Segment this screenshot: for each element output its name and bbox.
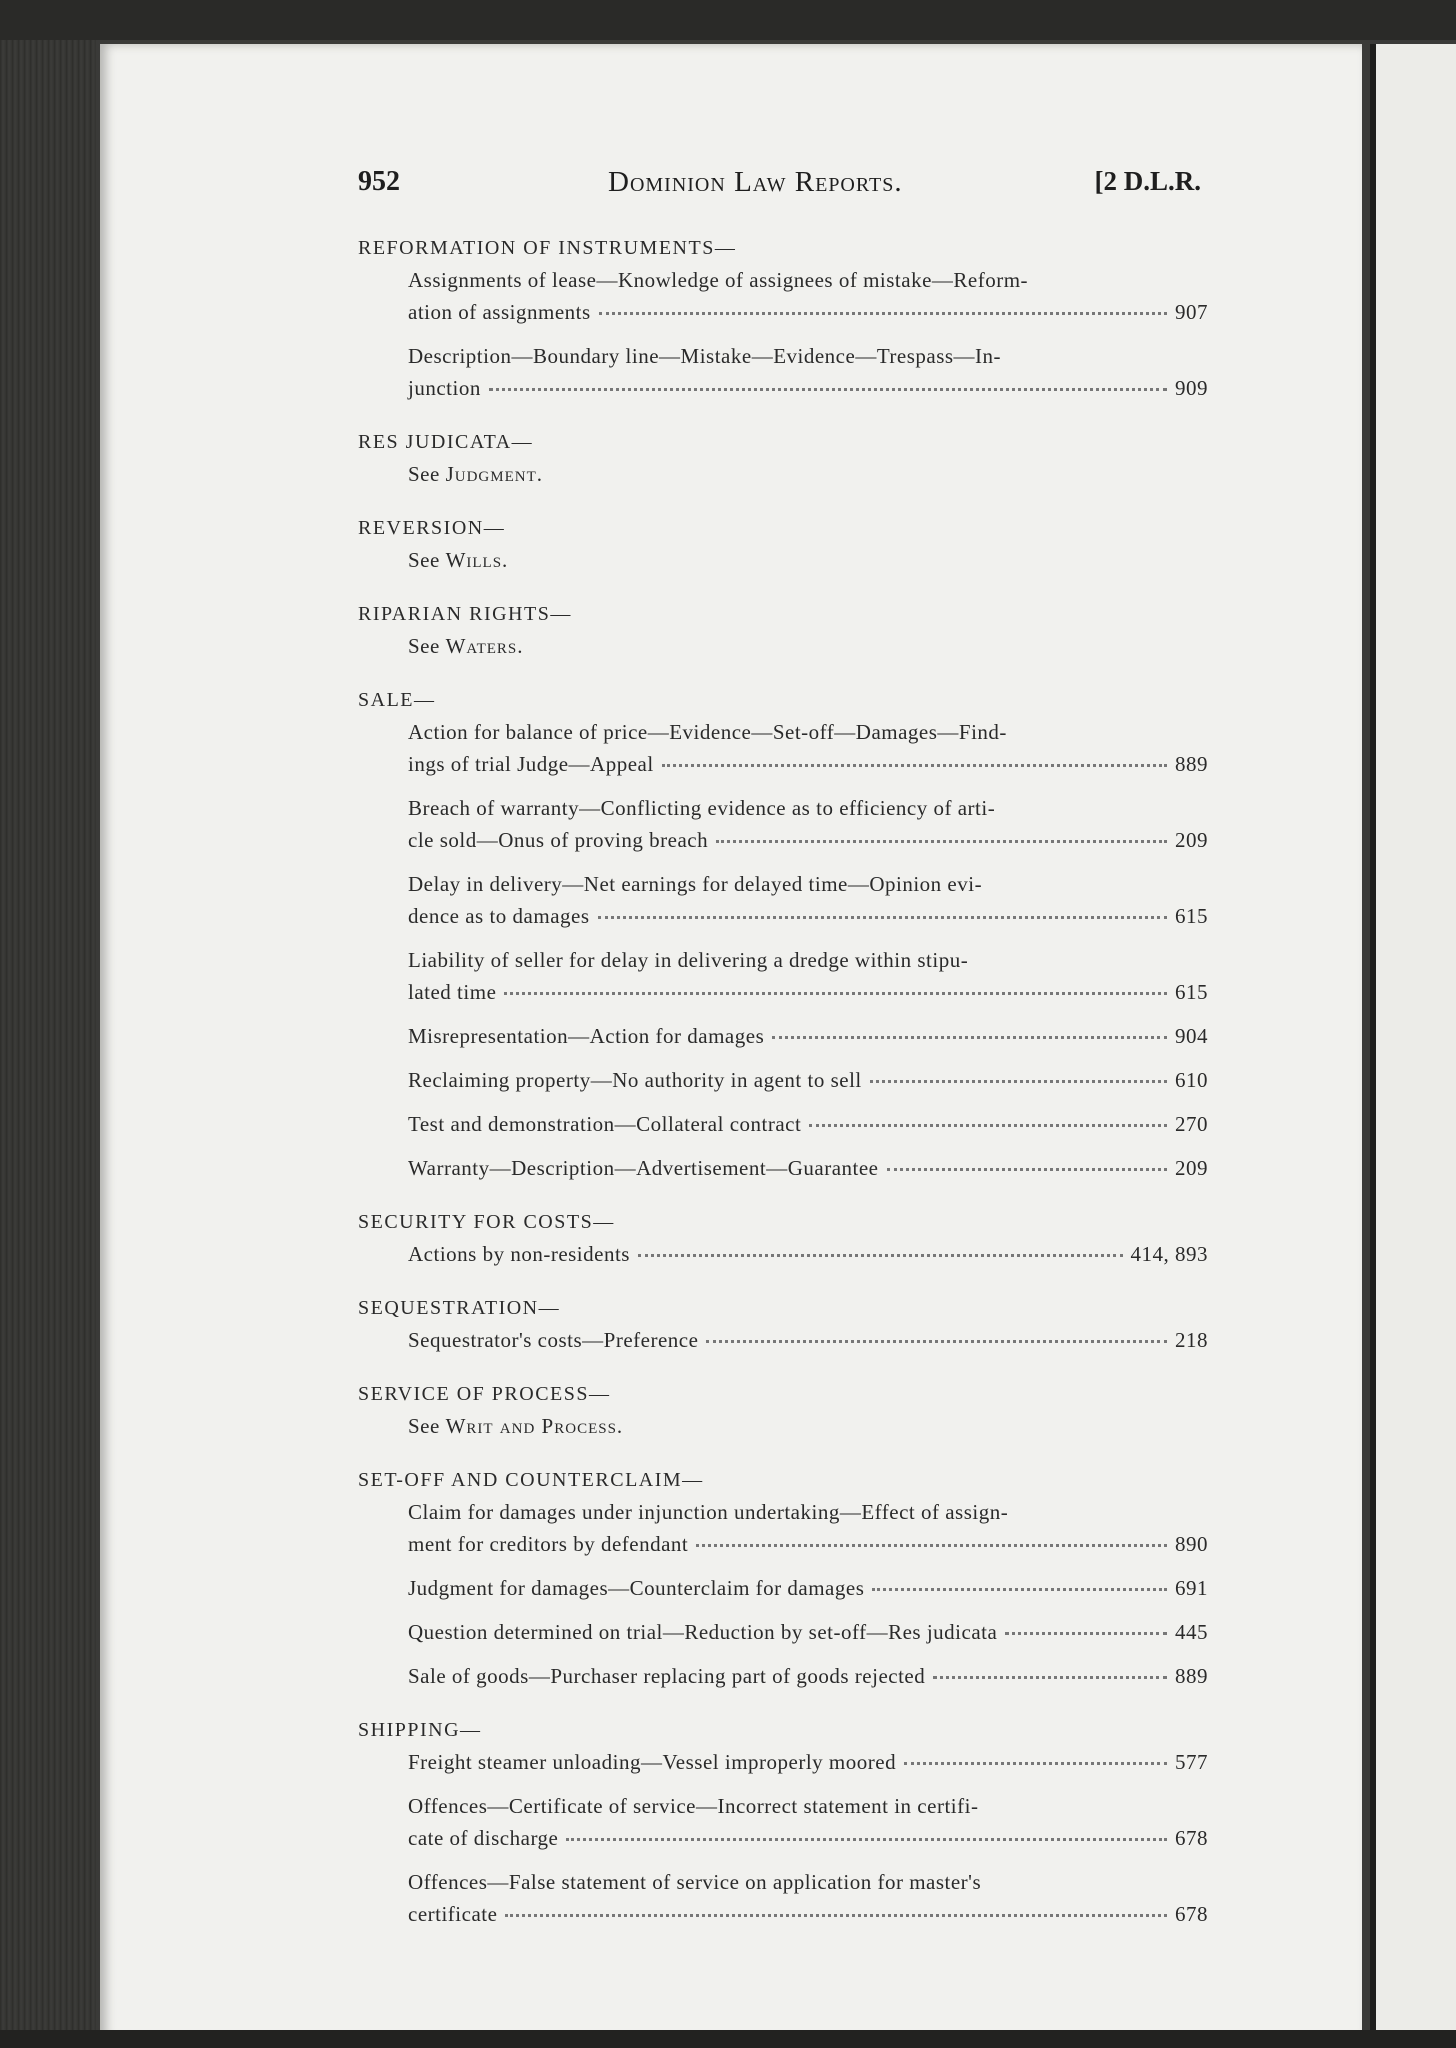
running-title: Dominion Law Reports. [608, 166, 903, 198]
dot-leader [598, 915, 1167, 919]
entry-last-line [408, 1528, 1208, 1560]
entry-text-line: lated time [408, 980, 497, 1004]
entry-last-line [408, 824, 1208, 856]
entry-last-line [408, 1020, 1208, 1052]
page-reference: 209 [1175, 1156, 1208, 1180]
index-content [358, 232, 1208, 1930]
see-prefix: See [408, 1414, 440, 1438]
page-reference: 907 [1175, 300, 1208, 324]
dot-leader [638, 1253, 1123, 1257]
entry-last-line [408, 976, 1208, 1008]
page-reference: 615 [1175, 904, 1208, 928]
see-reference: Waters. [445, 634, 524, 658]
page-number: 952 [358, 166, 400, 197]
entry-text-line: Judgment for damages—Counterclaim for damages [408, 1576, 865, 1600]
book-spine-edge [0, 40, 96, 2048]
entry-text-line: dence as to damages [408, 904, 590, 928]
entry-last-line [408, 1616, 1208, 1648]
index-entry [358, 1572, 1208, 1604]
entry-text-line: Sale of goods—Purchaser replacing part of goods rejected [408, 1664, 926, 1688]
index-heading: REVERSION— [358, 517, 506, 539]
entry-last-line [408, 748, 1208, 780]
dot-leader [870, 1079, 1167, 1083]
entry-text-line: Offences—Certificate of service—Incorrect statement in certifi- [408, 1794, 979, 1818]
entry-text-line: Liability of seller for delay in delivering a dredge within stipu- [408, 948, 969, 972]
dot-leader [489, 387, 1167, 391]
dot-leader [504, 991, 1167, 995]
index-entry [358, 944, 1208, 1008]
index-entry [358, 1152, 1208, 1184]
index-entry [358, 1324, 1208, 1356]
page-reference: 445 [1175, 1620, 1208, 1644]
entry-text-line: Assignments of lease—Knowledge of assignees of mistake—Reform- [408, 268, 1029, 292]
page-reference: 904 [1175, 1024, 1208, 1048]
entry-text-line: cle sold—Onus of proving breach [408, 828, 709, 852]
page-reference: 889 [1175, 752, 1208, 776]
index-heading: RES JUDICATA— [358, 431, 534, 453]
index-entry [358, 1020, 1208, 1052]
index-entry [358, 1746, 1208, 1778]
entry-last-line [408, 1152, 1208, 1184]
index-entry [358, 716, 1208, 780]
cross-reference [358, 630, 1208, 662]
entry-text-line: Question determined on trial—Reduction by set-off—Res judicata [408, 1620, 998, 1644]
entry-text-line: Test and demonstration—Collateral contract [408, 1112, 802, 1136]
index-entry [358, 340, 1208, 404]
index-entry [358, 792, 1208, 856]
entry-last-line [408, 296, 1208, 328]
dot-leader [809, 1123, 1167, 1127]
entry-last-line [408, 372, 1208, 404]
entry-text-line: certificate [408, 1902, 498, 1926]
entry-text-line: junction [408, 376, 481, 400]
entry-text-line: Offences—False statement of service on application for master's [408, 1870, 982, 1894]
entry-text-line: Breach of warranty—Conflicting evidence as to efficiency of arti- [408, 796, 996, 820]
dot-leader [872, 1587, 1167, 1591]
entry-text-line: cate of discharge [408, 1826, 559, 1850]
dot-leader [887, 1167, 1168, 1171]
index-heading: REFORMATION OF INSTRUMENTS— [358, 237, 737, 259]
page-reference: 890 [1175, 1532, 1208, 1556]
entry-text-line: ings of trial Judge—Appeal [408, 752, 654, 776]
index-entry [358, 264, 1208, 328]
index-entry [358, 1616, 1208, 1648]
cross-reference [358, 1410, 1208, 1442]
entry-text-line: Claim for damages under injunction undertaking—Effect of assign- [408, 1500, 1009, 1524]
entry-last-line [408, 1238, 1208, 1270]
entry-text-line: Delay in delivery—Net earnings for delayed time—Opinion evi- [408, 872, 983, 896]
see-prefix: See [408, 634, 440, 658]
facing-page-edge [1370, 44, 1456, 2040]
dot-leader [716, 839, 1167, 843]
dot-leader [772, 1035, 1167, 1039]
page-reference: 615 [1175, 980, 1208, 1004]
index-heading: RIPARIAN RIGHTS— [358, 603, 572, 625]
see-reference: Writ and Process. [445, 1414, 624, 1438]
dot-leader [706, 1339, 1167, 1343]
dot-leader [904, 1761, 1167, 1765]
index-heading: SET-OFF AND COUNTERCLAIM— [358, 1469, 704, 1491]
scan-bottom-border [0, 2030, 1456, 2048]
running-header [358, 166, 1201, 212]
entry-last-line [408, 1822, 1208, 1854]
index-entry [358, 1866, 1208, 1930]
entry-last-line [408, 1064, 1208, 1096]
dot-leader [662, 763, 1167, 767]
entry-text-line: ation of assignments [408, 300, 591, 324]
entry-text-line: Reclaiming property—No authority in agent to sell [408, 1068, 862, 1092]
page-reference: 218 [1175, 1328, 1208, 1352]
entry-last-line [408, 1572, 1208, 1604]
page-reference: 691 [1175, 1576, 1208, 1600]
see-prefix: See [408, 548, 440, 572]
scan-top-border [0, 0, 1456, 40]
index-heading: SECURITY FOR COSTS— [358, 1211, 615, 1233]
cross-reference [358, 458, 1208, 490]
index-heading: SERVICE OF PROCESS— [358, 1383, 611, 1405]
index-entry [358, 1790, 1208, 1854]
entry-text-line: Action for balance of price—Evidence—Set-off—Damages—Find- [408, 720, 1007, 744]
page-reference: 577 [1175, 1750, 1208, 1774]
page-reference: 610 [1175, 1068, 1208, 1092]
entry-text-line: Sequestrator's costs—Preference [408, 1328, 699, 1352]
page-reference: 909 [1175, 376, 1208, 400]
dot-leader [933, 1675, 1167, 1679]
entry-text-line: ment for creditors by defendant [408, 1532, 689, 1556]
entry-text-line: Description—Boundary line—Mistake—Evidence—Trespass—In- [408, 344, 1002, 368]
index-entry [358, 868, 1208, 932]
page-reference: 678 [1175, 1826, 1208, 1850]
entry-text-line: Freight steamer unloading—Vessel improperly moored [408, 1750, 897, 1774]
entry-last-line [408, 1324, 1208, 1356]
entry-last-line [408, 1898, 1208, 1930]
dot-leader [1005, 1631, 1167, 1635]
see-prefix: See [408, 462, 440, 486]
index-entry [358, 1238, 1208, 1270]
page-reference: 209 [1175, 828, 1208, 852]
index-heading: SHIPPING— [358, 1719, 482, 1741]
index-entry [358, 1660, 1208, 1692]
entry-text-line: Warranty—Description—Advertisement—Guarantee [408, 1156, 879, 1180]
see-reference: Judgment. [445, 462, 543, 486]
dot-leader [505, 1913, 1167, 1917]
see-reference: Wills. [445, 548, 509, 572]
entry-last-line [408, 900, 1208, 932]
cross-reference [358, 544, 1208, 576]
entry-last-line [408, 1746, 1208, 1778]
page-reference: 889 [1175, 1664, 1208, 1688]
dot-leader [566, 1837, 1167, 1841]
entry-text-line: Misrepresentation—Action for damages [408, 1024, 765, 1048]
index-heading: SEQUESTRATION— [358, 1297, 561, 1319]
index-entry [358, 1108, 1208, 1140]
entry-text-line: Actions by non-residents [408, 1242, 630, 1266]
entry-last-line [408, 1660, 1208, 1692]
index-heading: SALE— [358, 689, 436, 711]
dot-leader [696, 1543, 1167, 1547]
page-reference: 270 [1175, 1112, 1208, 1136]
entry-last-line [408, 1108, 1208, 1140]
volume-reference: [2 D.L.R. [1094, 166, 1201, 196]
index-entry [358, 1064, 1208, 1096]
page-reference: 414, 893 [1130, 1242, 1208, 1266]
dot-leader [599, 311, 1167, 315]
page-reference: 678 [1175, 1902, 1208, 1926]
index-entry [358, 1496, 1208, 1560]
